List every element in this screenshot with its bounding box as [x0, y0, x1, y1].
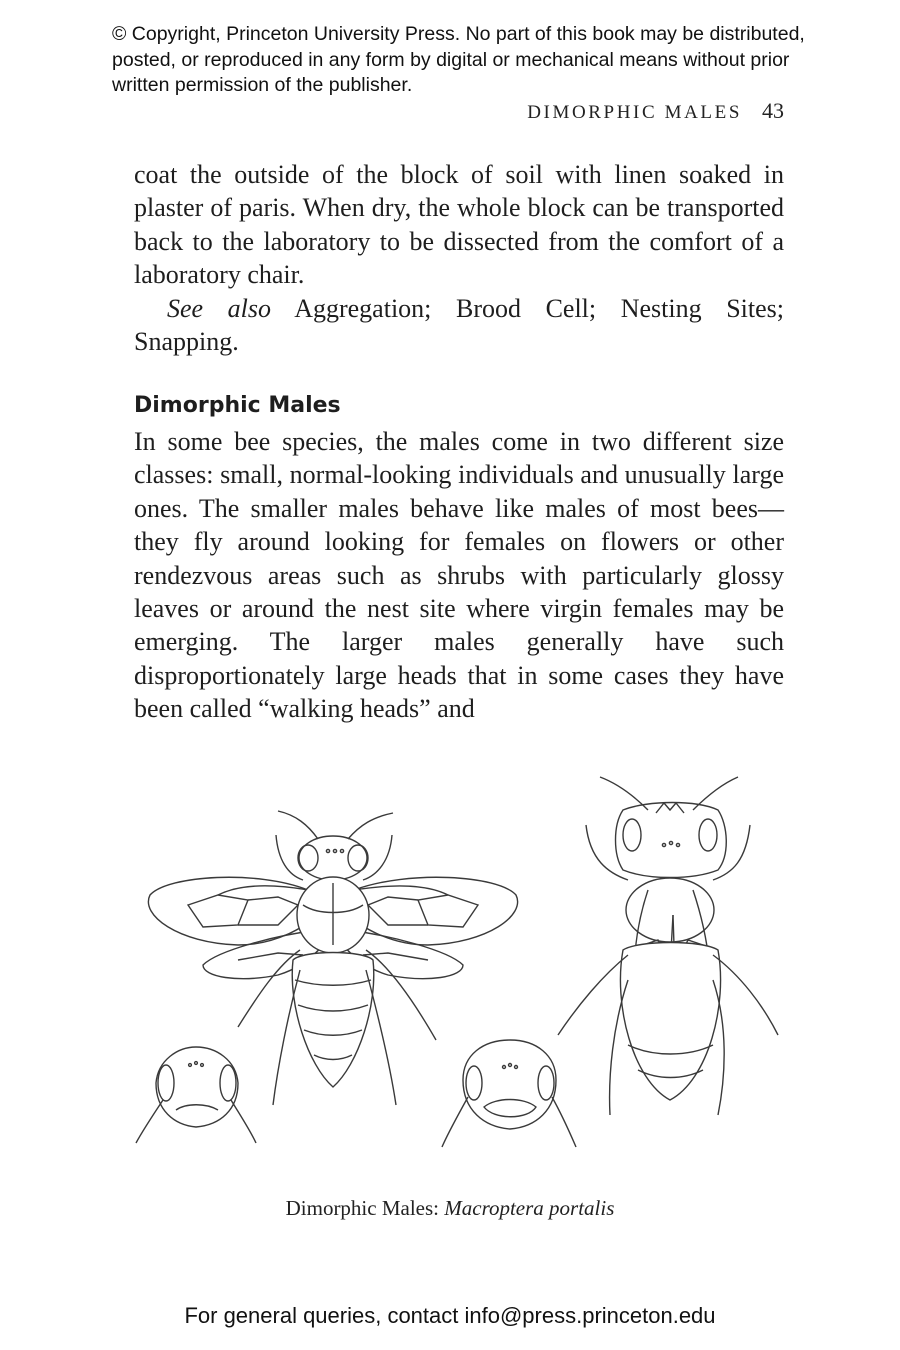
page-number: 43 [762, 98, 784, 123]
running-head-title: DIMORPHIC MALES [527, 102, 742, 123]
small-male-head-drawing [136, 1047, 256, 1143]
section-heading: Dimorphic Males [134, 393, 341, 418]
bee-illustration-drawing [128, 765, 788, 1155]
section-paragraph: In some bee species, the males come in two different size classes: small, normal-looking individuals and unusually large ones. The smaller males behave like males of most bees—they fly around looking for females on flowers or other rendezvous areas such as shrubs with particularly glossy leaves or around the nest site where virgin females may be emerging. The larger males generally have such disproportionately large heads that in some cases they have been called “walking heads” and [134, 427, 784, 724]
see-also-references: Aggregation; Brood Cell; Nesting Sites; Snapping. [134, 293, 784, 357]
running-head [527, 98, 784, 124]
caption-species: Macroptera portalis [444, 1196, 615, 1220]
figure-caption [0, 1196, 900, 1221]
section-body [134, 425, 784, 726]
copyright-notice: © Copyright, Princeton University Press. No part of this book may be distributed, posted, or reproduced in any form by digital or mechanical means without prior written permission of the publisher. [112, 23, 805, 96]
bee-illustration [128, 765, 788, 1155]
caption-prefix: Dimorphic Males: [285, 1196, 445, 1220]
large-male-bee-drawing [558, 777, 778, 1115]
continued-paragraph: coat the outside of the block of soil with linen soaked in plaster of paris. When dry, the whole block can be transported back to the laboratory to be dissected from the comfort of a laboratory chair. [134, 160, 784, 290]
see-also-label: See also [167, 293, 272, 323]
large-male-head-drawing [442, 1040, 576, 1147]
footer-contact: For general queries, contact info@press.princeton.edu [184, 1303, 716, 1328]
continued-text [134, 158, 784, 358]
see-also-line [134, 292, 784, 359]
